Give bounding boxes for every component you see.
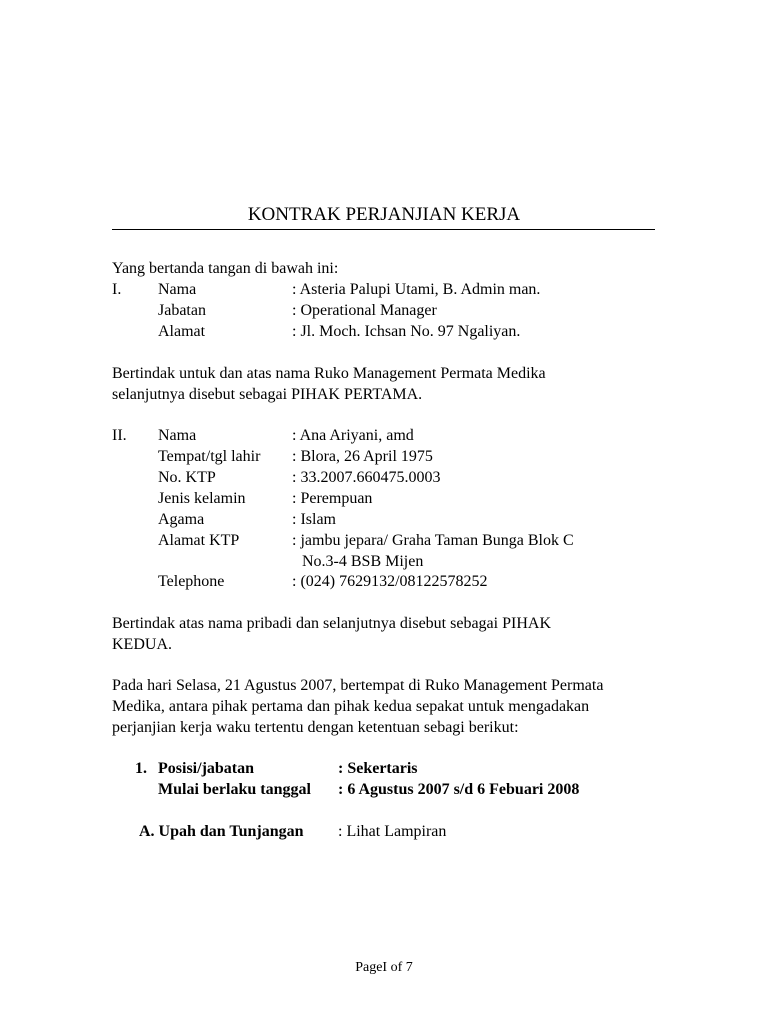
party2-label-gender: Jenis kelamin [158, 490, 246, 507]
party2-value-ttl: : Blora, 26 April 1975 [292, 448, 433, 465]
section1-number: 1. [135, 760, 147, 777]
page-number: PageI of 7 [355, 960, 413, 975]
para2-line1: Bertindak atas nama pribadi dan selanjutnya disebut sebagai PIHAK [112, 615, 551, 632]
party1-number: I. [112, 281, 122, 298]
para1-line1: Bertindak untuk dan atas nama Ruko Management Permata Medika [112, 365, 546, 382]
para3-line2: Medika, antara pihak pertama dan pihak kedua sepakat untuk mengadakan [112, 698, 590, 715]
para3-line1: Pada hari Selasa, 21 Agustus 2007, bertempat di Ruko Management Permata [112, 677, 604, 694]
party2-label-ttl: Tempat/tgl lahir [158, 448, 261, 465]
title-underline [112, 229, 655, 230]
section1-value-mulai: : 6 Agustus 2007 s/d 6 Febuari 2008 [338, 781, 580, 798]
sectionA-label: A. Upah dan Tunjangan [139, 823, 304, 840]
party2-label-nama: Nama [158, 427, 197, 444]
para2-line2: KEDUA. [112, 636, 172, 653]
party1-label-alamat: Alamat [158, 323, 206, 340]
party2-label-ktp: No. KTP [158, 469, 216, 486]
section1-value-posisi: : Sekertaris [338, 760, 418, 777]
party1-value-nama: : Asteria Palupi Utami, B. Admin man. [292, 281, 541, 298]
section1-label-mulai: Mulai berlaku tanggal [158, 781, 311, 798]
section1-label-posisi: Posisi/jabatan [158, 760, 255, 777]
party1-label-jabatan: Jabatan [158, 302, 206, 319]
party2-value-gender: : Perempuan [292, 490, 373, 507]
party2-label-alamat-ktp: Alamat KTP [158, 532, 240, 549]
party2-value-nama: : Ana Ariyani, amd [292, 427, 414, 444]
intro-text: Yang bertanda tangan di bawah ini: [112, 260, 339, 277]
party2-value-telephone: : (024) 7629132/08122578252 [292, 573, 488, 590]
party2-label-telephone: Telephone [158, 573, 225, 590]
party2-number: II. [112, 427, 127, 444]
party2-value-alamat-ktp: : jambu jepara/ Graha Taman Bunga Blok C [292, 532, 574, 549]
party2-value-agama: : Islam [292, 511, 336, 528]
party2-value-alamat-ktp-cont: No.3-4 BSB Mijen [302, 553, 424, 570]
party2-label-agama: Agama [158, 511, 205, 528]
para3-line3: perjanjian kerja waku tertentu dengan ketentuan sebagi berikut: [112, 719, 519, 736]
document-title: KONTRAK PERJANJIAN KERJA [247, 204, 521, 225]
party1-label-nama: Nama [158, 281, 197, 298]
party1-value-alamat: : Jl. Moch. Ichsan No. 97 Ngaliyan. [292, 323, 521, 340]
para1-line2: selanjutnya disebut sebagai PIHAK PERTAMA. [112, 386, 423, 403]
party1-value-jabatan: : Operational Manager [292, 302, 437, 319]
party2-value-ktp: : 33.2007.660475.0003 [292, 469, 441, 486]
sectionA-value: : Lihat Lampiran [338, 823, 447, 840]
